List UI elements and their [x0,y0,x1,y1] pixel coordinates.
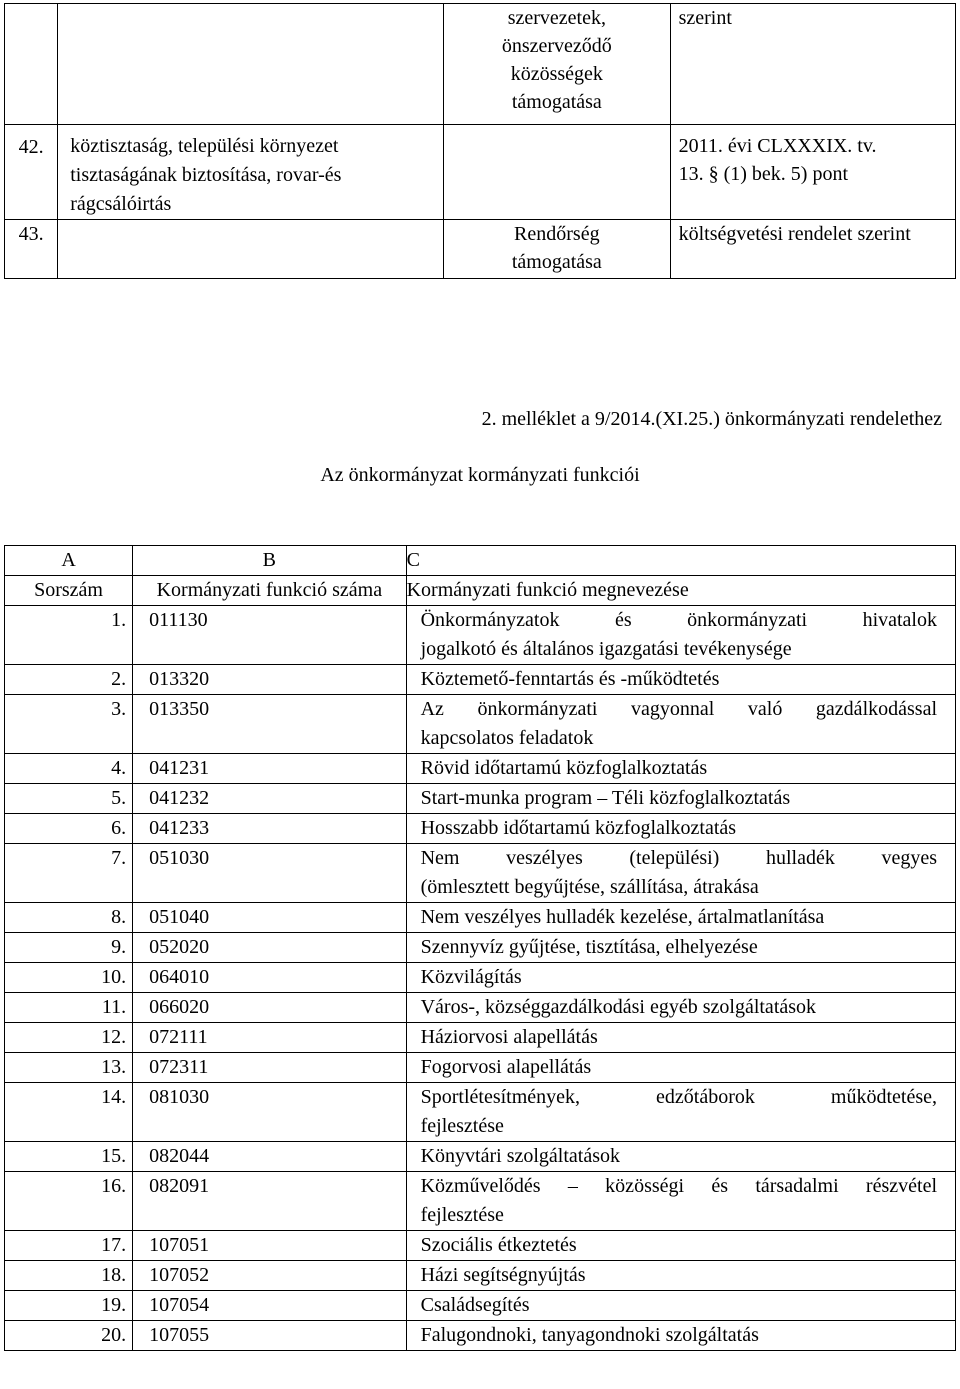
header-row [5,576,956,606]
function-name-cell [406,665,955,695]
table-row [5,993,956,1023]
table-row [5,1291,956,1321]
function-name: Nem veszélyes hulladék kezelése, ártalmatlanítása [420,906,825,928]
attachment-label: 2. melléklet a 9/2014.(XI.25.) önkormányzati rendelethez [481,408,942,430]
table-row [5,1231,956,1261]
function-name: Start-munka program – Téli közfoglalkoztatás [420,787,791,809]
function-name: Közművelődés – közösségi és társadalmi részvétel [420,1175,937,1197]
function-name-cell [406,784,955,814]
table-row [5,784,956,814]
row-index: 16. [5,1172,133,1231]
function-name-cell [406,844,955,903]
function-name-continuation: (ömlesztett begyűjtése, szállítása, átrakása [420,876,759,898]
row-index: 19. [5,1291,133,1321]
function-code: 051030 [133,844,407,903]
function-name-cell [406,993,955,1023]
table-row [5,665,956,695]
task-cell [58,4,444,125]
legal-duties-table [4,3,956,279]
table-row [5,125,956,220]
header-code: Kormányzati funkció száma [133,576,407,606]
law-text: költségvetési rendelet szerint [678,223,911,245]
function-name-cell [406,1321,955,1351]
function-name-cell [406,1023,955,1053]
function-name-continuation: kapcsolatos feladatok [420,727,594,749]
table-row [5,1142,956,1172]
law-line: 2011. évi CLXXXIX. tv. [678,135,877,157]
function-code: 107052 [133,1261,407,1291]
row-index: 2. [5,665,133,695]
row-index: 12. [5,1023,133,1053]
function-name-continuation: fejlesztése [420,1204,504,1226]
table-row [5,963,956,993]
row-number: 42. [18,136,44,158]
function-name-continuation: fejlesztése [420,1115,504,1137]
function-name: Nem veszélyes (települési) hulladék vegyes [420,847,937,869]
function-name-cell [406,1261,955,1291]
law-cell [670,220,955,279]
function-name: Közvilágítás [420,966,522,988]
row-index: 3. [5,695,133,754]
function-code: 107051 [133,1231,407,1261]
function-name-cell [406,1142,955,1172]
function-name-continuation: jogalkotó és általános igazgatási tevékenysége [420,638,792,660]
function-name: Szennyvíz gyűjtése, tisztítása, elhelyezése [420,936,758,958]
column-letter: A [5,546,133,576]
org-text: szervezetek, önszerveződő közösségek támogatása [501,7,612,113]
task-text: köztisztaság, települési környezet tisztaságának biztosítása, rovar-és rágcsálóirtás [70,135,342,215]
row-index: 18. [5,1261,133,1291]
function-code: 082044 [133,1142,407,1172]
function-name-cell [406,606,955,665]
function-name-cell [406,1053,955,1083]
row-index: 6. [5,814,133,844]
row-index: 17. [5,1231,133,1261]
org-cell [444,125,671,220]
function-name: Szociális étkeztetés [420,1234,577,1256]
law-line: 13. § (1) bek. 5) pont [678,163,849,185]
table-row-fragment [5,4,956,125]
task-cell [58,220,444,279]
table-row [5,1261,956,1291]
function-name-cell [406,903,955,933]
function-name: Hosszabb időtartamú közfoglalkoztatás [420,817,737,839]
function-name: Köztemető-fenntartás és -működtetés [420,668,720,690]
table-row [5,903,956,933]
row-index: 14. [5,1083,133,1142]
task-cell [58,125,444,220]
row-index: 5. [5,784,133,814]
law-cell [670,4,955,125]
function-name-cell [406,1231,955,1261]
function-name-cell [406,1291,955,1321]
table-row [5,220,956,279]
row-index: 13. [5,1053,133,1083]
document-title: Az önkormányzat kormányzati funkciói [320,464,640,486]
law-text: szerint [678,7,732,29]
function-code: 072311 [133,1053,407,1083]
header-index: Sorszám [5,576,133,606]
function-name: Sportlétesítmények, edzőtáborok működtetése, [420,1086,937,1108]
table-row [5,695,956,754]
row-number-cell [5,220,58,279]
row-index: 1. [5,606,133,665]
function-name: Az önkormányzati vagyonnal való gazdálkodással [420,698,937,720]
function-code: 041232 [133,784,407,814]
column-letter: B [133,546,407,576]
table-row [5,1053,956,1083]
row-number-cell [5,4,58,125]
function-code: 064010 [133,963,407,993]
function-code: 051040 [133,903,407,933]
row-index: 10. [5,963,133,993]
function-name: Családsegítés [420,1294,530,1316]
column-letter: C [406,546,955,576]
org-cell [444,4,671,125]
function-name-cell [406,1172,955,1231]
function-rows [5,606,956,1351]
column-letter-row [5,546,956,576]
function-code: 066020 [133,993,407,1023]
function-name: Falugondnoki, tanyagondnoki szolgáltatás [420,1324,759,1346]
function-code: 052020 [133,933,407,963]
table-row [5,844,956,903]
row-index: 11. [5,993,133,1023]
function-code: 072111 [133,1023,407,1053]
row-index: 20. [5,1321,133,1351]
function-code: 013350 [133,695,407,754]
row-index: 7. [5,844,133,903]
function-name-cell [406,695,955,754]
org-text: Rendőrség támogatása [511,223,602,273]
government-functions-table [4,545,956,1351]
function-name-cell [406,814,955,844]
function-code: 041231 [133,754,407,784]
function-name: Háziorvosi alapellátás [420,1026,598,1048]
row-index: 8. [5,903,133,933]
table-row [5,1321,956,1351]
function-code: 013320 [133,665,407,695]
table-row [5,1023,956,1053]
table-row [5,606,956,665]
function-name: Rövid időtartamú közfoglalkoztatás [420,757,708,779]
table-row [5,1172,956,1231]
row-index: 4. [5,754,133,784]
function-name-cell [406,963,955,993]
org-cell [444,220,671,279]
function-name: Fogorvosi alapellátás [420,1056,592,1078]
function-name: Önkormányzatok és önkormányzati hivatalok [420,609,937,631]
row-number-cell [5,125,58,220]
table-row [5,1083,956,1142]
row-index: 15. [5,1142,133,1172]
function-name: Házi segítségnyújtás [420,1264,586,1286]
function-name-cell [406,933,955,963]
function-name: Könyvtári szolgáltatások [420,1145,621,1167]
function-name-cell [406,754,955,784]
function-code: 041233 [133,814,407,844]
function-code: 082091 [133,1172,407,1231]
law-cell [670,125,955,220]
row-number: 43. [18,223,44,245]
table-row [5,814,956,844]
function-code: 011130 [133,606,407,665]
function-code: 107055 [133,1321,407,1351]
row-index: 9. [5,933,133,963]
table-row [5,754,956,784]
function-name: Város-, községgazdálkodási egyéb szolgáltatások [420,996,817,1018]
function-code: 107054 [133,1291,407,1321]
table-row [5,933,956,963]
header-name: Kormányzati funkció megnevezése [406,576,955,606]
function-name-cell [406,1083,955,1142]
function-code: 081030 [133,1083,407,1142]
